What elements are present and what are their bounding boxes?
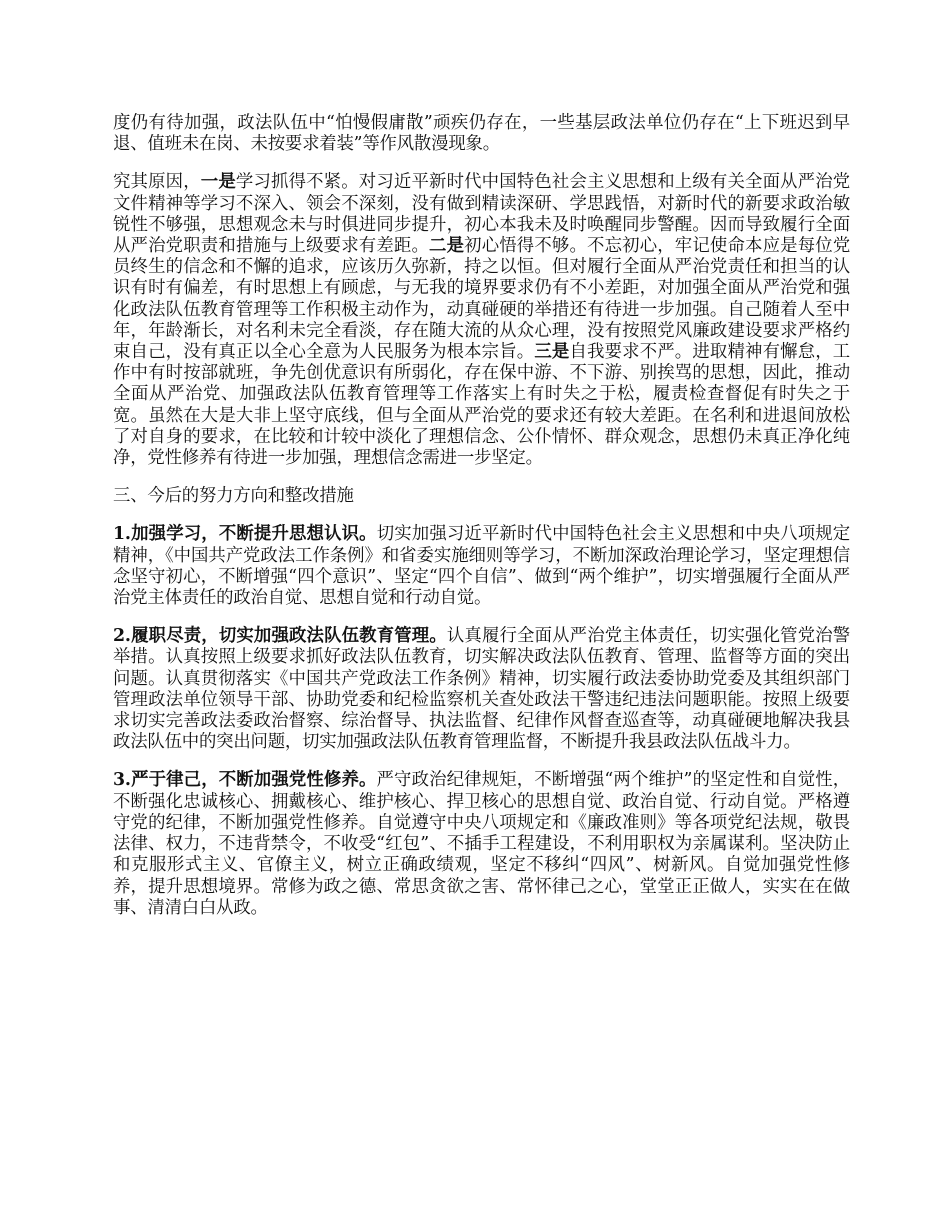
- paragraph: [113, 770, 850, 918]
- bold-text: 二是: [429, 236, 465, 257]
- section-heading: [113, 486, 850, 507]
- paragraph: [113, 626, 850, 753]
- paragraph: [113, 524, 850, 609]
- text-run: 度仍有待加强，政法队伍中“怕慢假庸散”顽疾仍存在，一些基层政法单位仍存在“上下班迟到早退、值班未在岗、未按要求着装”等作风散漫现象。: [113, 113, 850, 155]
- text-run: 学习抓得不紧。对习近平新时代中国特色社会主义思想和上级有关全面从严治党文件精神等学习不深入、领会不深刻，没有做到精读深研、学思践悟，对新时代的新要求政治敏锐性不够强，思想观念未与时俱进同步提升，初心本我未及时唤醒同步警醒。因而导致履行全面从严治党职责和措施与上级要求有差距。: [113, 172, 850, 257]
- text-run: 初心悟得不够。不忘初心，牢记使命本应是每位党员终生的信念和不懈的追求，应该历久弥新，持之以恒。但对履行全面从严治党责任和担当的认识有时有偏差，有时思想上有顾虑，与无我的境界要求仍有不小差距，对加强全面从严治党和强化政法队伍教育管理等工作积极主动作为，动真碰硬的举措还有待进一步加强。自己随着人至中年，年龄渐长，对名利未完全看淡，存在随大流的从众心理，没有按照党风廉政建设要求严格约束自己，没有真正以全心全意为人民服务为根本宗旨。: [113, 236, 851, 363]
- bold-text: 三是: [534, 342, 570, 363]
- text-run: 认真履行全面从严治党主体责任，切实强化管党治警举措。认真按照上级要求抓好政法队伍教育，切实解决政法队伍教育、管理、监督等方面的突出问题。认真贯彻落实《中国共产党政法工作条例》精神，切实履行政法委协助党委及其组织部门管理政法单位领导干部、协助党委和纪检监察机关查处政法干警违纪违法问题职能。按照上级要求切实完善政法委政治督察、综治督导、执法监督、纪律作风督查巡查等，动真碰硬地解决我县政法队伍中的突出问题，切实加强政法队伍教育管理监督，不断提升我县政法队伍战斗力。: [113, 626, 850, 753]
- text-run: 三、今后的努力方向和整改措施: [113, 486, 354, 507]
- text-run: 严守政治纪律规矩，不断增强“两个维护”的坚定性和自觉性，不断强化忠诚核心、拥戴核心、维护核心、捍卫核心的思想自觉、政治自觉、行动自觉。严格遵守党的纪律，不断加强党性修养。自觉遵守中央八项规定和《廉政准则》等各项党纪法规，敬畏法律、权力，不违背禁令，不收受“红包”、不插手工程建设，不利用职权为亲属谋利。坚决防止和克服形式主义、官僚主义，树立正确政绩观，坚定不移纠“四风”、树新风。自觉加强党性修养，提升思想境界。常修为政之德、常思贪欲之害、常怀律己之心，堂堂正正做人，实实在在做事、清清白白从政。: [113, 770, 850, 918]
- paragraph: [113, 113, 850, 155]
- text-run: 究其原因，: [113, 172, 201, 193]
- text-run: 切实加强习近平新时代中国特色社会主义思想和中央八项规定精神，《中国共产党政法工作条例》和省委实施细则等学习，不断加深政治理论学习，坚定理想信念坚守初心，不断增强“四个意识”、坚定“四个自信”、做到“两个维护”，切实增强履行全面从严治党主体责任的政治自觉、思想自觉和行动自觉。: [113, 524, 850, 609]
- bold-text: 一是: [200, 172, 236, 193]
- text-run: 自我要求不严。进取精神有懈怠，工作中有时按部就班，争先创优意识有所弱化，存在保中游、不下游、别挨骂的思想，因此，推动全面从严治党、加强政法队伍教育管理等工作落实上有时失之于松，履责检查督促有时失之于宽。虽然在大是大非上坚守底线，但与全面从严治党的要求还有较大差距。在名利和进退间放松了对自身的要求，在比较和计较中淡化了理想信念、公仆情怀、群众观念，思想仍未真正净化纯净，党性修养有待进一步加强，理想信念需进一步坚定。: [113, 342, 850, 469]
- document-page: [113, 113, 850, 936]
- bold-text: 2.履职尽责，切实加强政法队伍教育管理。: [113, 626, 447, 647]
- bold-text: 3.严于律己，不断加强党性修养。: [113, 770, 377, 791]
- bold-text: 1.加强学习，不断提升思想认识。: [113, 524, 377, 545]
- paragraph: [113, 172, 850, 469]
